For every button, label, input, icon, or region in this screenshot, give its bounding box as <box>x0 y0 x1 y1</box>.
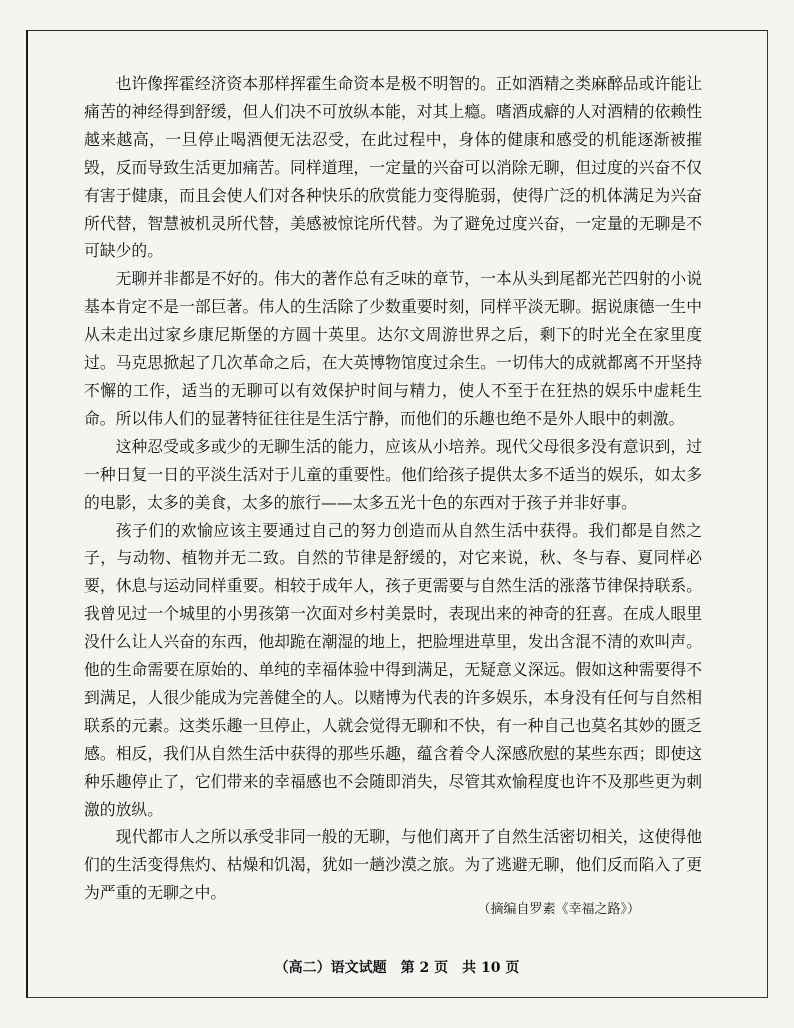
paragraph-2: 无聊并非都是不好的。伟大的著作总有乏味的章节，一本从头到尾都光芒四射的小说基本肯定不是一部巨著。伟人的生活除了少数重要时刻，同样平淡无聊。据说康德一生中从未走出过家乡康尼斯堡的方圆十英里。达尔文周游世界之后，剩下的时光全在家里度过。马克思掀起了几次革命之后，在大英博物馆度过余生。一切伟大的成就都离不开坚持不懈的工作，适当的无聊可以有效保护时间与精力，使人不至于在狂热的娱乐中虚耗生命。所以伟人们的显著特征往往是生活宁静，而他们的乐趣也绝不是外人眼中的刺激。 <box>84 269 702 428</box>
source-citation: （摘编自罗素《幸福之路》） <box>477 902 640 917</box>
paragraph-4: 孩子们的欢愉应该主要通过自己的努力创造而从自然生活中获得。我们都是自然之子，与动物、植物并无二致。自然的节律是舒缓的，对它来说，秋、冬与春、夏同样必要，休息与运动同样重要。相较于成年人，孩子更需要与自然生活的涨落节律保持联系。我曾见过一个城里的小男孩第一次面对乡村美景时，表现出来的神奇的狂喜。在成人眼里没什么让人兴奋的东西，他却跪在潮湿的地上，把脸埋进草里，发出含混不清的欢叫声。他的生命需要在原始的、单纯的幸福体验中得到满足，无疑意义深远。假如这种需要得不到满足，人很少能成为完善健全的人。以赌博为代表的许多娱乐，本身没有任何与自然相联系的元素。这类乐趣一旦停止，人就会觉得无聊和不快，有一种自己也莫名其妙的匮乏感。相反，我们从自然生活中获得的那些乐趣，蕴含着令人深感欣慰的某些东西；即使这种乐趣停止了，它们带来的幸福感也不会随即消失，尽管其欢愉程度也许不及那些更为刺激的放纵。 <box>84 520 702 819</box>
page-footer: （高二）语文试题 第 2 页 共 10 页 <box>274 960 520 976</box>
paragraph-3: 这种忍受或多或少的无聊生活的能力，应该从小培养。现代父母很多没有意识到，过一种日复一日的平淡生活对于儿童的重要性。他们给孩子提供太多不适当的娱乐，如太多的电影，太多的美食，太多的旅行——太多五光十色的东西对于孩子并非好事。 <box>84 436 702 512</box>
article-body <box>84 70 702 907</box>
paragraph-5: 现代都市人之所以承受非同一般的无聊，与他们离开了自然生活密切相关，这使得他们的生活变得焦灼、枯燥和饥渴，犹如一趟沙漠之旅。为了逃避无聊，他们反而陷入了更为严重的无聊之中。 <box>84 827 702 903</box>
paragraph-1: 也许像挥霍经济资本那样挥霍生命资本是极不明智的。正如酒精之类麻醉品或许能让痛苦的神经得到舒缓，但人们决不可放纵本能，对其上瘾。嗜酒成癖的人对酒精的依赖性越来越高，一旦停止喝酒便无法忍受，在此过程中，身体的健康和感受的机能逐渐被摧毁，反而导致生活更加痛苦。同样道理，一定量的兴奋可以消除无聊，但过度的兴奋不仅有害于健康，而且会使人们对各种快乐的欣赏能力变得脆弱，使得广泛的机体满足为兴奋所代替，智慧被机灵所代替，美感被惊诧所代替。为了避免过度兴奋，一定量的无聊是不可缺少的。 <box>84 74 702 261</box>
